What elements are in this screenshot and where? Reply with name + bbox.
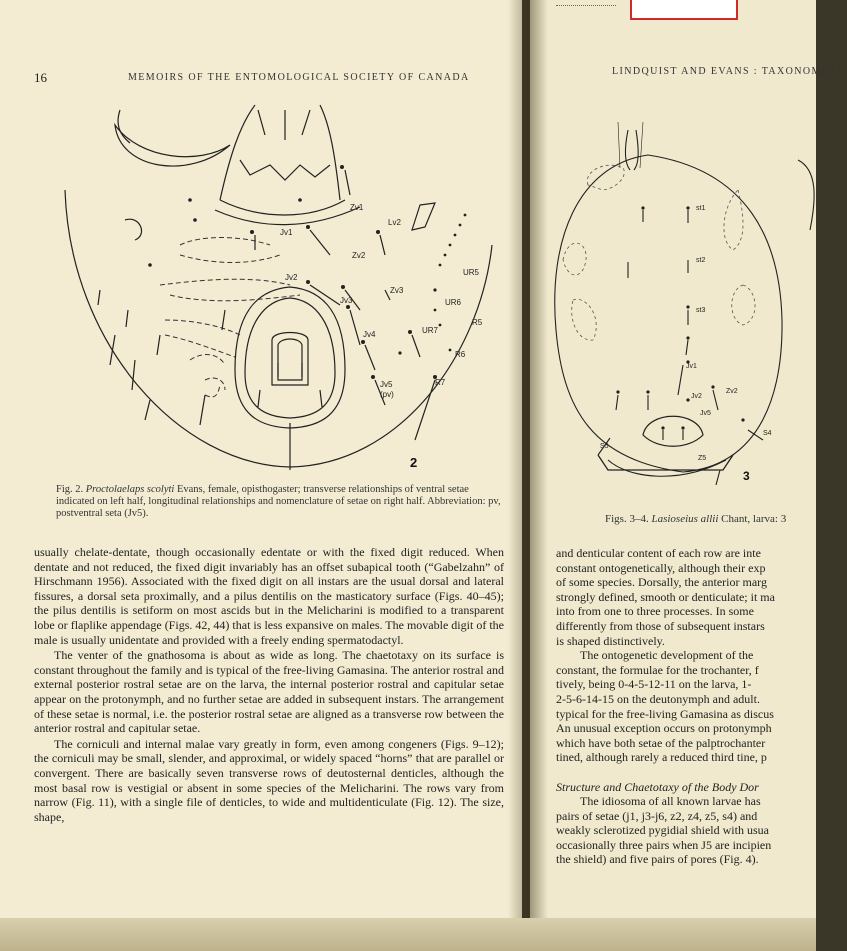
- page-number: 16: [34, 70, 47, 85]
- running-header-right: LINDQUIST AND EVANS : TAXONOMIC C: [612, 66, 847, 77]
- figure-2-number: 2: [410, 455, 418, 470]
- right-line-14: which have both setae of the palptrochanter: [556, 735, 766, 750]
- caption-2-species: Proctolaelaps scolyti: [85, 484, 175, 495]
- right-line-12: typical for the free-living Gamasina as discus: [556, 706, 774, 721]
- label-st3: st3: [696, 307, 706, 314]
- figure-3-caption: [605, 513, 816, 525]
- right-line-11: 2-5-6-14-15 on the deutonymph and adult.: [556, 691, 760, 706]
- right-line-15: tined, although rarely a reduced third tine, p: [556, 750, 767, 765]
- paragraph-2: The venter of the gnathosoma is about as wide as long. The chaetotaxy on its surface is constant throughout the family and is typical of the free-living Gamasina. The anterior rostral and external posterior rostral setae are on the larva, the internal posterior rostral and capitular setae appear on the protonymph, and no further setae are added in subsequent instars. The arrangement of these setae is normal, i.e. the posterior rostral setae are aligned as a transverse row between the anterior rostral and capitular setae.: [34, 648, 504, 736]
- label-jv3: Jv3: [340, 296, 353, 305]
- figure-3-number: 3: [743, 469, 750, 483]
- right-line-6: differently from those of subsequent instars: [556, 618, 765, 633]
- label-zv2: Zv2: [352, 251, 366, 260]
- right-body-text: [556, 546, 775, 867]
- label-r5: R5: [472, 318, 483, 327]
- label-jv1-fig3: Jv1: [686, 363, 697, 370]
- label-jv5-fig3: Jv5: [700, 410, 711, 417]
- label-s5: S5: [600, 443, 609, 450]
- label-lv2: Lv2: [388, 218, 401, 227]
- right-line-1: and denticular content of each row are inte: [556, 546, 761, 560]
- right-line-21: occasionally three pairs when J5 are incipien: [556, 837, 772, 852]
- label-jv2-fig3: Jv2: [691, 393, 702, 400]
- paragraph-3: The corniculi and internal malae vary greatly in form, even among congeners (Figs. 9–12); the corniculi may be small, slender, and approximal, or widely spaced “horns” that are parallel or convergent. There are basically seven transverse rows of deutosternal denticles, although the most basal row is vestigial or absent in some species of the Melicharini. The rows vary from narrow (Fig. 11), with a single file of denticles, to wide and multidenticulate (Fig. 12). The size, shape,: [34, 736, 504, 824]
- page-bottom-edge: [0, 918, 816, 951]
- book-gutter: [508, 0, 548, 951]
- label-s4: S4: [763, 430, 772, 437]
- paragraph-1: usually chelate-dentate, though occasionally edentate or with the fixed digit reduced. When dentate and not reduced, the fixed digit invariably has an offset subapical tooth (“Gabelzahn” of Hirschmann 1956). Associated with the fixed digit on all instars are the usual dorsal and lateral fissures, a dorsal seta proximally, and a pilus dentilis on the masticatory surface (Figs. 40–45); the pilus dentilis is setiform on most ascids but in the Melicharini is modified to a transparent lobe or flaplike appendage (Figs. 42, 44) that is less expansive on males. The movable digit of the male is usually unidentate and provided with a freely ending spermatodactyl.: [34, 545, 504, 647]
- right-line-19: pairs of setae (j1, j3-j6, z2, z4, z5, s4) and: [556, 808, 758, 823]
- right-line-4: strongly defined, smooth or denticulate; it ma: [556, 589, 775, 604]
- right-line-18: The idiosoma of all known larvae has: [580, 794, 761, 809]
- label-ur5: UR5: [463, 268, 480, 277]
- label-st2: st2: [696, 257, 706, 264]
- right-line-5: into from one to three processes. In some: [556, 604, 754, 619]
- label-zv1: Zv1: [350, 203, 364, 212]
- label-pv: (pv): [380, 390, 394, 399]
- right-line-22: the shield) and five pairs of pores (Fig. 4).: [556, 852, 759, 867]
- library-stamp: [630, 0, 738, 20]
- label-jv4: Jv4: [363, 330, 376, 339]
- label-zv3: Zv3: [390, 286, 404, 295]
- right-line-3: of some species. Dorsally, the anterior marg: [556, 575, 767, 590]
- figure-3-larva-dorsum-drawing: [548, 110, 816, 500]
- caption-2-text: Evans, female, opisthogaster; transverse relationships of ventral setae indicated on left half, longitudinal relationships and nomenclature of setae on right half. Abbreviation: pv, postventral seta (Jv5).: [56, 484, 501, 519]
- label-jv1: Jv1: [280, 228, 293, 237]
- figure-2-opisthogaster-drawing: [40, 95, 510, 475]
- right-line-9: constant, the formulae for the trochanter, f: [556, 662, 759, 677]
- label-r6: R6: [455, 350, 466, 359]
- caption-3-text: Chant, larva: 3: [721, 513, 787, 525]
- figure-2-caption: [56, 484, 504, 520]
- label-ur7: UR7: [422, 326, 439, 335]
- library-stamp-line: [556, 0, 616, 6]
- right-line-20: weakly sclerotized pygidial shield with usua: [556, 823, 769, 838]
- right-line-2: constant ontogenetically, although their exp: [556, 560, 766, 575]
- right-line-7: is shaped distinctively.: [556, 633, 665, 648]
- label-st1: st1: [696, 205, 706, 212]
- label-jv5: Jv5: [380, 380, 393, 389]
- label-zv2-fig3: Zv2: [726, 388, 738, 395]
- caption-3-species: Lasioseius allii: [651, 513, 719, 525]
- left-body-text: [34, 545, 504, 824]
- caption-3-lead: Figs. 3–4.: [605, 513, 649, 525]
- label-r7: R7: [435, 378, 446, 387]
- caption-2-lead: Fig. 2.: [56, 484, 84, 495]
- running-header-left: MEMOIRS OF THE ENTOMOLOGICAL SOCIETY OF CANADA: [128, 72, 470, 83]
- label-ur6: UR6: [445, 298, 462, 307]
- label-z5: Z5: [698, 455, 707, 462]
- right-line-10: tively, being 0-4-5-12-11 on the larva, 1-: [556, 677, 752, 692]
- section-heading-body-dorsum: Structure and Chaetotaxy of the Body Dor: [556, 779, 759, 794]
- right-line-13: An unusual exception occurs on protonymph: [556, 721, 772, 736]
- right-line-spacer: [556, 765, 775, 780]
- right-line-8: The ontogenetic development of the: [580, 648, 754, 663]
- label-jv2: Jv2: [285, 273, 298, 282]
